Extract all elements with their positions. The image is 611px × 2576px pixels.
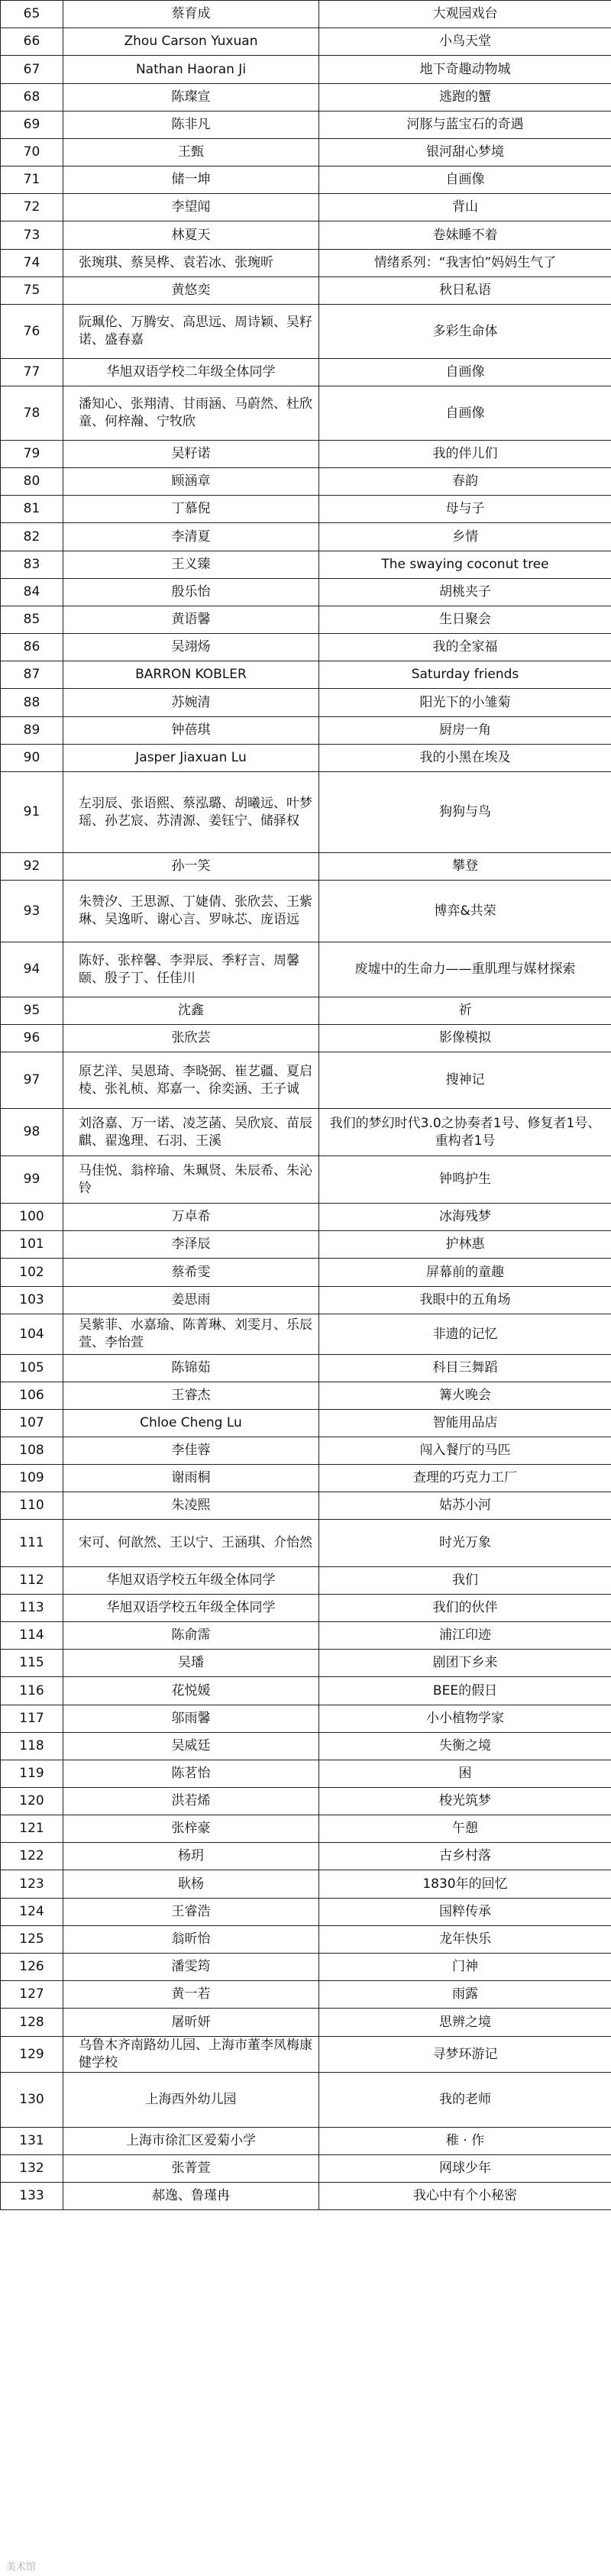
author-cell: 朱凌熙	[63, 1492, 319, 1520]
table-row	[1, 1815, 611, 1843]
row-number: 76	[1, 305, 63, 359]
author-cell: 华旭双语学校五年级全体同学	[63, 1595, 319, 1622]
table-row	[1, 441, 611, 468]
title-cell: 龙年快乐	[319, 1926, 611, 1954]
table-row	[1, 112, 611, 139]
title-cell: 我们	[319, 1567, 611, 1595]
title-cell: 我的全家福	[319, 634, 611, 661]
table-row	[1, 84, 611, 112]
author-cell: 殷乐怡	[63, 579, 319, 606]
author-cell: 吴璠	[63, 1650, 319, 1677]
row-number: 105	[1, 1355, 63, 1382]
title-cell: 祈	[319, 997, 611, 1025]
title-cell: 狗狗与鸟	[319, 772, 611, 853]
table-row	[1, 1870, 611, 1899]
table-row	[1, 1, 611, 28]
table-row	[1, 1926, 611, 1954]
row-number: 98	[1, 1109, 63, 1156]
table-row	[1, 853, 611, 881]
author-cell: 王甄	[63, 139, 319, 166]
row-number: 102	[1, 1259, 63, 1287]
title-cell: 冰海残梦	[319, 1204, 611, 1231]
author-cell: 王睿浩	[63, 1899, 319, 1926]
title-cell: 寻梦环游记	[319, 2037, 611, 2073]
title-cell: 自画像	[319, 166, 611, 194]
row-number: 133	[1, 2183, 63, 2210]
table-row	[1, 2128, 611, 2155]
author-cell: 原艺洋、吴恩琦、李晓弼、崔艺疆、夏启棱、张礼桢、郑嘉一、徐奕涵、王子诚	[63, 1052, 319, 1109]
author-cell: Jasper Jiaxuan Lu	[63, 745, 319, 772]
author-cell: 黄语馨	[63, 606, 319, 634]
row-number: 85	[1, 606, 63, 634]
table-row	[1, 1052, 611, 1109]
title-cell: 护林惠	[319, 1231, 611, 1259]
table-row	[1, 1788, 611, 1815]
table-row	[1, 1437, 611, 1465]
table-row	[1, 745, 611, 772]
row-number: 104	[1, 1314, 63, 1355]
title-cell: 雨露	[319, 1981, 611, 2009]
author-cell: 吴威廷	[63, 1733, 319, 1760]
row-number: 79	[1, 441, 63, 468]
table-row	[1, 1899, 611, 1926]
row-number: 110	[1, 1492, 63, 1520]
row-number: 117	[1, 1705, 63, 1733]
author-cell: 顾涵章	[63, 468, 319, 496]
author-cell: 陈茗怡	[63, 1760, 319, 1788]
title-cell: 多彩生命体	[319, 305, 611, 359]
table-row	[1, 1567, 611, 1595]
title-cell: 攀登	[319, 853, 611, 881]
table-row	[1, 194, 611, 221]
author-cell: 阮珮伦、万腾安、高思远、周诗颖、吴籽诺、盛春嘉	[63, 305, 319, 359]
row-number: 101	[1, 1231, 63, 1259]
watermark: 美术馆	[6, 2561, 37, 2573]
table-row	[1, 56, 611, 84]
table-row	[1, 606, 611, 634]
table-row	[1, 1650, 611, 1677]
title-cell: 搜神记	[319, 1052, 611, 1109]
row-number: 112	[1, 1567, 63, 1595]
row-number: 122	[1, 1843, 63, 1870]
table-row	[1, 305, 611, 359]
row-number: 119	[1, 1760, 63, 1788]
author-cell: 黄一若	[63, 1981, 319, 2009]
table-row	[1, 1355, 611, 1382]
author-cell: 洪若烯	[63, 1788, 319, 1815]
row-number: 87	[1, 661, 63, 689]
title-cell: 背山	[319, 194, 611, 221]
author-cell: 黄悠奕	[63, 277, 319, 305]
title-cell: 我的伴儿们	[319, 441, 611, 468]
title-cell: 姑苏小河	[319, 1492, 611, 1520]
row-number: 127	[1, 1981, 63, 2009]
author-cell: 蔡希雯	[63, 1259, 319, 1287]
table-row	[1, 1410, 611, 1437]
author-cell: 乌鲁木齐南路幼儿园、上海市董李凤梅康健学校	[63, 2037, 319, 2073]
row-number: 124	[1, 1899, 63, 1926]
table-row	[1, 2155, 611, 2183]
row-number: 77	[1, 359, 63, 386]
title-cell: 大观园戏台	[319, 1, 611, 28]
author-cell: 苏婉清	[63, 689, 319, 717]
row-number: 68	[1, 84, 63, 112]
table-row	[1, 772, 611, 853]
row-number: 83	[1, 551, 63, 579]
title-cell: 网球少年	[319, 2155, 611, 2183]
title-cell: 困	[319, 1760, 611, 1788]
title-cell: 生日聚会	[319, 606, 611, 634]
row-number: 129	[1, 2037, 63, 2073]
table-row	[1, 579, 611, 606]
row-number: 121	[1, 1815, 63, 1843]
works-table-body	[1, 1, 611, 2210]
table-row	[1, 1259, 611, 1287]
title-cell: 我心中有个小秘密	[319, 2183, 611, 2210]
author-cell: 储一坤	[63, 166, 319, 194]
title-cell: 我们的伙伴	[319, 1595, 611, 1622]
author-cell: 上海西外幼儿园	[63, 2073, 319, 2128]
title-cell: 乡情	[319, 523, 611, 551]
row-number: 109	[1, 1465, 63, 1492]
table-row	[1, 689, 611, 717]
title-cell: 卷妹睡不着	[319, 221, 611, 250]
table-row	[1, 1705, 611, 1733]
table-row	[1, 1595, 611, 1622]
author-cell: 钟蓓琪	[63, 717, 319, 745]
author-cell: 孙一笑	[63, 853, 319, 881]
title-cell: 1830年的回忆	[319, 1870, 611, 1899]
table-row	[1, 250, 611, 277]
title-cell: 废墟中的生命力——重肌理与媒材探索	[319, 942, 611, 997]
author-cell: 陈璨宣	[63, 84, 319, 112]
row-number: 73	[1, 221, 63, 250]
title-cell: 小小植物学家	[319, 1705, 611, 1733]
title-cell: 智能用品店	[319, 1410, 611, 1437]
row-number: 118	[1, 1733, 63, 1760]
author-cell: Zhou Carson Yuxuan	[63, 28, 319, 56]
title-cell: 秋日私语	[319, 277, 611, 305]
table-row	[1, 634, 611, 661]
title-cell: 梭光筑梦	[319, 1788, 611, 1815]
author-cell: 翁昕怡	[63, 1926, 319, 1954]
title-cell: 闯入餐厅的马匹	[319, 1437, 611, 1465]
author-cell: 屠昕妍	[63, 2009, 319, 2037]
title-cell: 稚 · 作	[319, 2128, 611, 2155]
row-number: 116	[1, 1677, 63, 1705]
row-number: 72	[1, 194, 63, 221]
row-number: 66	[1, 28, 63, 56]
author-cell: 刘洛嘉、万一诺、凌芝菡、吴欣宸、苗辰麒、翟逸理、石羽、王溪	[63, 1109, 319, 1156]
row-number: 113	[1, 1595, 63, 1622]
title-cell: 门神	[319, 1954, 611, 1981]
table-row	[1, 1156, 611, 1204]
row-number: 75	[1, 277, 63, 305]
row-number: 71	[1, 166, 63, 194]
title-cell: 逃跑的蟹	[319, 84, 611, 112]
author-cell: 陈俞霈	[63, 1622, 319, 1650]
row-number: 74	[1, 250, 63, 277]
table-row	[1, 1760, 611, 1788]
title-cell: 春韵	[319, 468, 611, 496]
title-cell: 篝火晚会	[319, 1382, 611, 1410]
row-number: 132	[1, 2155, 63, 2183]
author-cell: 谢雨桐	[63, 1465, 319, 1492]
table-row	[1, 277, 611, 305]
row-number: 123	[1, 1870, 63, 1899]
title-cell: 剧团下乡来	[319, 1650, 611, 1677]
author-cell: 林夏天	[63, 221, 319, 250]
author-cell: 陈锦茹	[63, 1355, 319, 1382]
title-cell: 屏幕前的童趣	[319, 1259, 611, 1287]
row-number: 128	[1, 2009, 63, 2037]
title-cell: 科目三舞蹈	[319, 1355, 611, 1382]
table-row	[1, 881, 611, 942]
row-number: 67	[1, 56, 63, 84]
title-cell: 思辨之境	[319, 2009, 611, 2037]
author-cell: 丁慕倪	[63, 496, 319, 523]
row-number: 131	[1, 2128, 63, 2155]
author-cell: 沈鑫	[63, 997, 319, 1025]
table-row	[1, 2037, 611, 2073]
title-cell: 时光万象	[319, 1520, 611, 1567]
row-number: 70	[1, 139, 63, 166]
author-cell: 陈妤、张梓馨、李羿辰、季籽言、周馨颐、殷子丁、任佳川	[63, 942, 319, 997]
row-number: 82	[1, 523, 63, 551]
title-cell: Saturday friends	[319, 661, 611, 689]
author-cell: 王义臻	[63, 551, 319, 579]
title-cell: 午憩	[319, 1815, 611, 1843]
table-row	[1, 661, 611, 689]
title-cell: 我的老师	[319, 2073, 611, 2128]
row-number: 94	[1, 942, 63, 997]
title-cell: The swaying coconut tree	[319, 551, 611, 579]
table-row	[1, 2073, 611, 2128]
table-row	[1, 166, 611, 194]
row-number: 96	[1, 1025, 63, 1052]
author-cell: 蔡育成	[63, 1, 319, 28]
table-row	[1, 359, 611, 386]
table-row	[1, 1382, 611, 1410]
row-number: 126	[1, 1954, 63, 1981]
title-cell: 古乡村落	[319, 1843, 611, 1870]
table-row	[1, 1520, 611, 1567]
table-row	[1, 1981, 611, 2009]
title-cell: 母与子	[319, 496, 611, 523]
title-cell: 银河甜心梦境	[319, 139, 611, 166]
table-row	[1, 2183, 611, 2210]
title-cell: 影像模拟	[319, 1025, 611, 1052]
row-number: 69	[1, 112, 63, 139]
table-row	[1, 1677, 611, 1705]
author-cell: 花悦媛	[63, 1677, 319, 1705]
author-cell: 马佳悦、翁梓瑜、朱珮贤、朱辰希、朱沁铃	[63, 1156, 319, 1204]
title-cell: 钟鸣护生	[319, 1156, 611, 1204]
title-cell: 河豚与蓝宝石的奇遇	[319, 112, 611, 139]
author-cell: 李泽辰	[63, 1231, 319, 1259]
title-cell: 国粹传承	[319, 1899, 611, 1926]
author-cell: 宋可、何歆然、王以宁、王涵琪、介怡然	[63, 1520, 319, 1567]
table-row	[1, 1287, 611, 1314]
table-row	[1, 221, 611, 250]
row-number: 103	[1, 1287, 63, 1314]
row-number: 115	[1, 1650, 63, 1677]
row-number: 88	[1, 689, 63, 717]
author-cell: 潘知心、张翔清、甘雨涵、马蔚然、杜欣童、何梓瀚、宁牧欣	[63, 386, 319, 441]
table-row	[1, 942, 611, 997]
table-row	[1, 523, 611, 551]
title-cell: 非遗的记忆	[319, 1314, 611, 1355]
title-cell: 查理的巧克力工厂	[319, 1465, 611, 1492]
author-cell: 杨玥	[63, 1843, 319, 1870]
author-cell: 潘雯筠	[63, 1954, 319, 1981]
author-cell: 左羽辰、张语熙、蔡泓璐、胡曦远、叶梦瑶、孙艺宸、苏清源、姜钰宁、储驿权	[63, 772, 319, 853]
table-row	[1, 386, 611, 441]
author-cell: 邬雨馨	[63, 1705, 319, 1733]
row-number: 99	[1, 1156, 63, 1204]
author-cell: 吴紫菲、水嘉瑜、陈菁琳、刘雯月、乐辰萱、李怡萱	[63, 1314, 319, 1355]
table-row	[1, 1025, 611, 1052]
author-cell: 吴翊炀	[63, 634, 319, 661]
author-cell: 朱赞汐、王思源、丁婕倩、张欣芸、王紫琳、吴逸昕、谢心言、罗咏芯、庞语远	[63, 881, 319, 942]
author-cell: Nathan Haoran Ji	[63, 56, 319, 84]
author-cell: 华旭双语学校五年级全体同学	[63, 1567, 319, 1595]
title-cell: 胡桃夹子	[319, 579, 611, 606]
row-number: 106	[1, 1382, 63, 1410]
title-cell: 我们的梦幻时代3.0之协奏者1号、修复者1号、重构者1号	[319, 1109, 611, 1156]
author-cell: 张梓豪	[63, 1815, 319, 1843]
table-row	[1, 139, 611, 166]
row-number: 78	[1, 386, 63, 441]
row-number: 89	[1, 717, 63, 745]
title-cell: 自画像	[319, 386, 611, 441]
author-cell: 张琬琪、蔡昊桦、袁若冰、张琬昕	[63, 250, 319, 277]
row-number: 81	[1, 496, 63, 523]
table-row	[1, 997, 611, 1025]
row-number: 90	[1, 745, 63, 772]
author-cell: 吴籽诺	[63, 441, 319, 468]
author-cell: 上海市徐汇区爱菊小学	[63, 2128, 319, 2155]
title-cell: BEE的假日	[319, 1677, 611, 1705]
row-number: 107	[1, 1410, 63, 1437]
row-number: 65	[1, 1, 63, 28]
table-row	[1, 1314, 611, 1355]
table-row	[1, 1109, 611, 1156]
author-cell: 万卓希	[63, 1204, 319, 1231]
author-cell: Chloe Cheng Lu	[63, 1410, 319, 1437]
author-cell: 郝逸、鲁瑾冉	[63, 2183, 319, 2210]
title-cell: 我的小黑在埃及	[319, 745, 611, 772]
author-cell: BARRON KOBLER	[63, 661, 319, 689]
author-cell: 张欣芸	[63, 1025, 319, 1052]
row-number: 86	[1, 634, 63, 661]
author-cell: 陈非凡	[63, 112, 319, 139]
title-cell: 博弈&共荣	[319, 881, 611, 942]
author-cell: 耿杨	[63, 1870, 319, 1899]
table-row	[1, 1622, 611, 1650]
table-row	[1, 468, 611, 496]
row-number: 97	[1, 1052, 63, 1109]
row-number: 93	[1, 881, 63, 942]
table-row	[1, 551, 611, 579]
table-row	[1, 2009, 611, 2037]
title-cell: 地下奇趣动物城	[319, 56, 611, 84]
table-row	[1, 717, 611, 745]
author-cell: 张菁萱	[63, 2155, 319, 2183]
author-cell: 李望闻	[63, 194, 319, 221]
title-cell: 我眼中的五角场	[319, 1287, 611, 1314]
table-row	[1, 1843, 611, 1870]
title-cell: 浦江印迹	[319, 1622, 611, 1650]
table-row	[1, 1492, 611, 1520]
row-number: 120	[1, 1788, 63, 1815]
title-cell: 失衡之境	[319, 1733, 611, 1760]
title-cell: 小鸟天堂	[319, 28, 611, 56]
table-row	[1, 1231, 611, 1259]
author-cell: 王睿杰	[63, 1382, 319, 1410]
table-row	[1, 1954, 611, 1981]
row-number: 114	[1, 1622, 63, 1650]
row-number: 111	[1, 1520, 63, 1567]
title-cell: 厨房一角	[319, 717, 611, 745]
row-number: 80	[1, 468, 63, 496]
author-cell: 姜思雨	[63, 1287, 319, 1314]
row-number: 91	[1, 772, 63, 853]
table-row	[1, 1465, 611, 1492]
row-number: 100	[1, 1204, 63, 1231]
table-row	[1, 1733, 611, 1760]
table-row	[1, 28, 611, 56]
row-number: 130	[1, 2073, 63, 2128]
table-row	[1, 496, 611, 523]
title-cell: 自画像	[319, 359, 611, 386]
row-number: 108	[1, 1437, 63, 1465]
author-cell: 李清夏	[63, 523, 319, 551]
author-cell: 华旭双语学校二年级全体同学	[63, 359, 319, 386]
row-number: 84	[1, 579, 63, 606]
row-number: 125	[1, 1926, 63, 1954]
title-cell: 情绪系列：“我害怕”妈妈生气了	[319, 250, 611, 277]
author-cell: 李佳蓉	[63, 1437, 319, 1465]
title-cell: 阳光下的小雏菊	[319, 689, 611, 717]
table-row	[1, 1204, 611, 1231]
row-number: 92	[1, 853, 63, 881]
row-number: 95	[1, 997, 63, 1025]
